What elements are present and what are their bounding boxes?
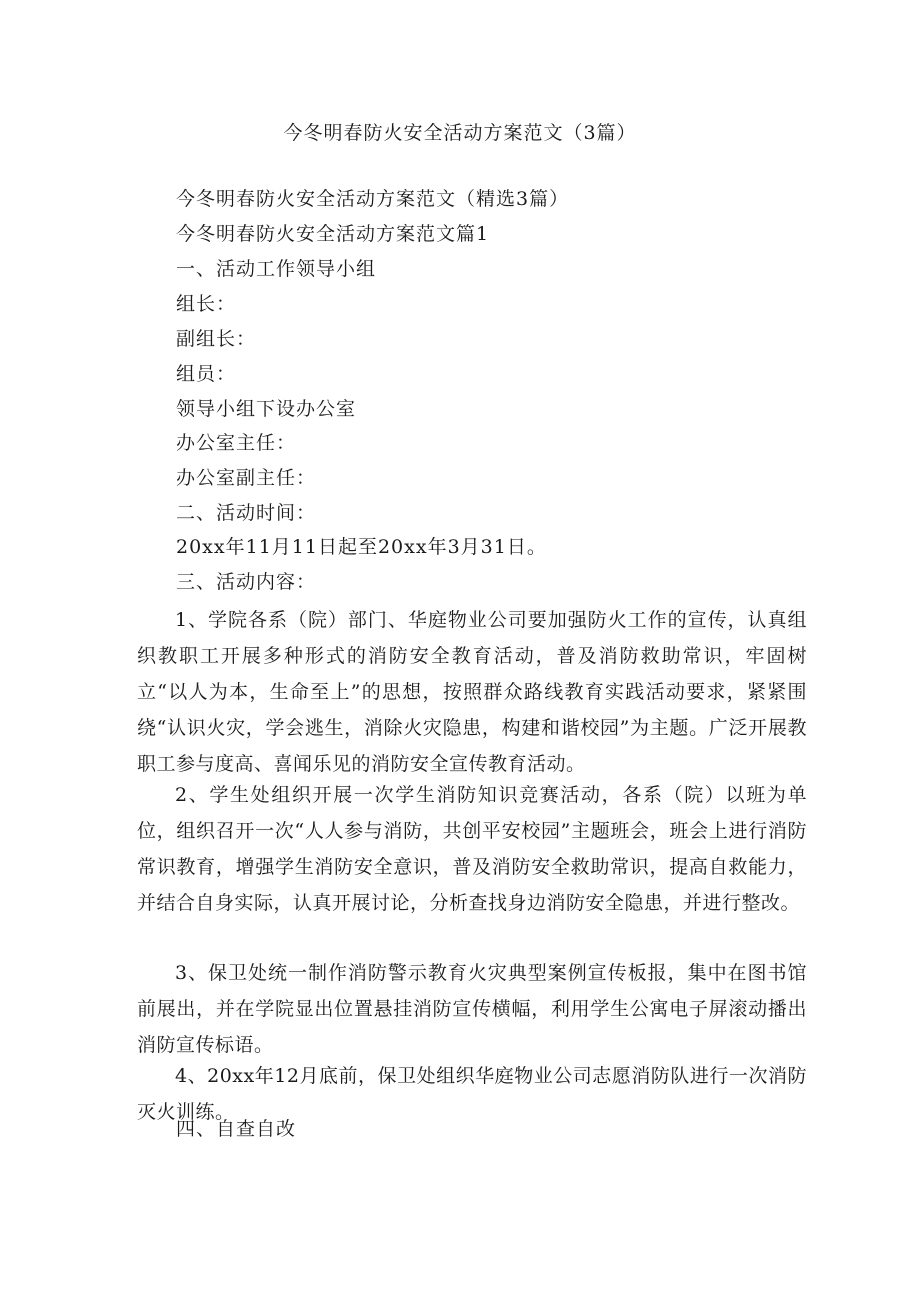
document-subtitle: 今冬明春防火安全活动方案范文（精选3篇） [176, 188, 570, 210]
activity-time-range: 20xx年11月11日起至20xx年3月31日。 [176, 536, 547, 558]
document-title: 今冬明春防火安全活动方案范文（3篇） [283, 122, 637, 144]
content-item-3: 3、保卫处统一制作消防警示教育火灾典型案例宣传板报，集中在图书馆前展出，并在学院显出位置悬挂消防宣传横幅，利用学生公寓电子屏滚动播出消防宣传标语。 [137, 962, 807, 1056]
deputy-leader-label: 副组长： [176, 328, 257, 350]
heading-leadership-group: 一、活动工作领导小组 [176, 258, 377, 280]
office-deputy-director-label: 办公室副主任： [176, 467, 317, 489]
heading-activity-content: 三、活动内容： [176, 571, 317, 593]
section-title: 今冬明春防火安全活动方案范文篇1 [176, 223, 490, 245]
office-intro: 领导小组下设办公室 [176, 398, 357, 420]
content-item-4: 4、20xx年12月底前，保卫处组织华庭物业公司志愿消防队进行一次消防灭火训练。 [137, 1065, 807, 1123]
heading-self-inspection: 四、自查自改 [176, 1118, 297, 1140]
content-item-2: 2、学生处组织开展一次学生消防知识竞赛活动，各系（院）以班为单位，组织召开一次“人人参与消防，共创平安校园”主题班会，班会上进行消防常识教育，增强学生消防安全意识，普及消防安全救助常识，提高自救能力，并结合自身实际，认真开展讨论，分析查找身边消防安全隐患，并进行整改。 [137, 784, 807, 914]
content-item-1: 1、学院各系（院）部门、华庭物业公司要加强防火工作的宣传，认真组织教职工开展多种形式的消防安全教育活动，普及消防救助常识，牢固树立“以人为本，生命至上”的思想，按照群众路线教育实践活动要求，紧紧围绕“认识火灾，学会逃生，消除火灾隐患，构建和谐校园”为主题。广泛开展教职工参与度高、喜闻乐见的消防安全宣传教育活动。 [137, 609, 807, 775]
heading-activity-time: 二、活动时间： [176, 502, 317, 524]
office-director-label: 办公室主任： [176, 432, 297, 454]
leader-label: 组长： [176, 293, 237, 315]
members-label: 组员： [176, 363, 237, 385]
